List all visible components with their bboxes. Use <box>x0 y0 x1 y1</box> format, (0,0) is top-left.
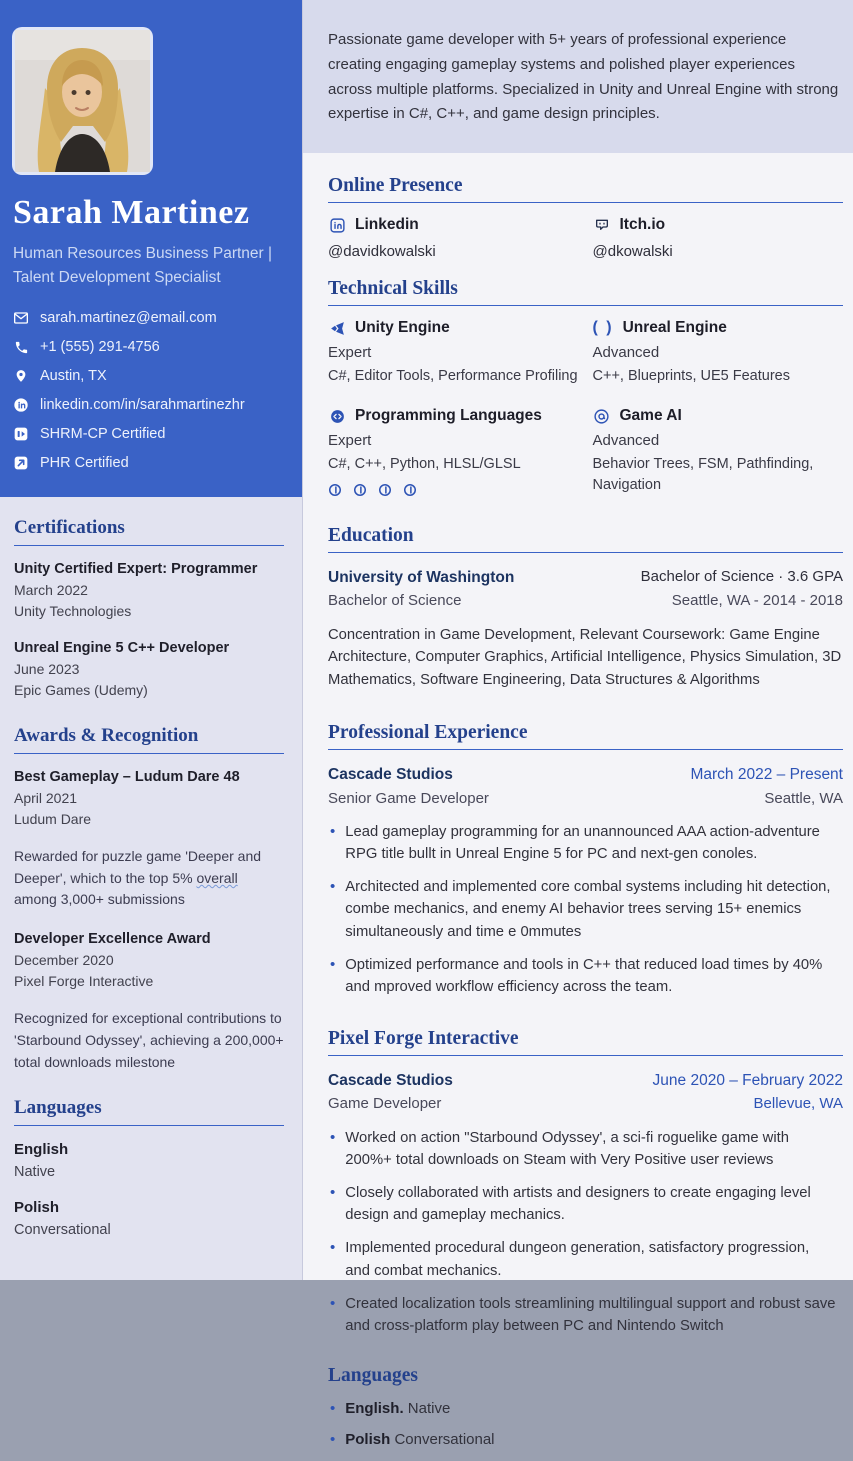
experience-dates: March 2022 – Present <box>690 766 843 784</box>
skill-item <box>593 407 844 497</box>
award-title: Developer Excellence Award <box>14 931 211 948</box>
summary-block: Passionate game developer with 5+ years of professional experience creating engaging gameplay systems and polished player experiences across multiple platforms. Specialized in Unity and Unreal Engine with strong expertise in C#, C++, and game design principles. <box>303 0 853 153</box>
experience-bullet <box>328 821 843 865</box>
experience-role: Senior Game Developer <box>328 789 489 807</box>
skill-level: Expert <box>328 432 372 450</box>
awards-heading: Awards & Recognition <box>14 725 284 754</box>
skill-name-row <box>328 407 579 425</box>
skill-details: Behavior Trees, FSM, Pathfinding, Navigation <box>592 456 814 494</box>
language-chip-icon <box>403 483 417 497</box>
online-presence-handle: @dkowalski <box>592 243 673 260</box>
award-issuer: Ludum Dare <box>14 811 92 828</box>
skill-name-row <box>328 319 579 337</box>
education-school: University of Washington <box>328 569 515 587</box>
person-title: Human Resources Business Partner | Talent Development Specialist <box>13 245 273 287</box>
award-date: December 2020 <box>14 952 114 969</box>
experience-bullet-text: Lead gameplay programming for an unannounced AAA action-adventure RPG title bullt in Unreal Engine 5 for PC and next-gen conoles. <box>345 823 820 862</box>
skill-name-row <box>593 407 844 425</box>
skill-name: Programming Languages <box>355 407 542 425</box>
awards-section <box>14 725 284 1073</box>
award-description-text: Rewarded for puzzle game 'Deeper and Deeper', which to the top 5% <box>14 848 262 886</box>
experience-location: Seattle, WA <box>764 789 843 807</box>
profile-photo-illustration <box>15 30 150 172</box>
education-location-dates: Seattle, WA - 2014 - 2018 <box>671 591 843 609</box>
language-chip-row <box>328 483 579 497</box>
language-bullet-text <box>345 1398 450 1421</box>
experience-bullet <box>328 1127 843 1171</box>
language-bullet-text <box>345 1429 494 1452</box>
person-name: Sarah Martinez <box>13 194 250 231</box>
education-left <box>328 566 514 613</box>
sidebar <box>0 0 303 1280</box>
experience-section-2 <box>328 1028 843 1337</box>
contact-phr-text: PHR Certified <box>40 455 129 472</box>
certification-issuer: Unity Technologies <box>14 603 132 620</box>
language-level: Native <box>14 1163 56 1180</box>
experience-bullet-text: Optimized performance and tools in C++ that reduced load times by 40% and mproved workflow efficiency across the team. <box>345 956 823 995</box>
main-languages-list <box>328 1398 843 1451</box>
linkedin-icon <box>328 216 346 234</box>
skill-name: Game AI <box>619 407 682 425</box>
certification-title: Unity Certified Expert: Programmer <box>14 561 258 578</box>
online-presence-name: Linkedin <box>355 216 419 233</box>
online-presence-item <box>593 216 844 260</box>
award-description <box>14 846 284 911</box>
contact-list <box>13 310 286 471</box>
award-issuer: Pixel Forge Interactive <box>14 973 154 990</box>
contact-linkedin <box>13 397 286 413</box>
unity-icon <box>328 319 346 337</box>
online-presence-name-row <box>328 216 579 234</box>
contact-linkedin-text: linkedin.com/in/sarahmartinezhr <box>40 397 245 414</box>
education-right <box>641 566 843 612</box>
main-content <box>303 153 853 1461</box>
certification-date: March 2022 <box>14 582 88 599</box>
experience-company: Cascade Studios <box>328 766 453 784</box>
online-presence-handle: @davidkowalski <box>328 243 436 260</box>
language-name: English <box>14 1141 69 1159</box>
sidebar-languages-section <box>14 1097 284 1242</box>
experience-entry-head <box>328 1069 843 1116</box>
experience-bullets <box>328 821 843 998</box>
language-item <box>14 1139 284 1183</box>
contact-email-text: sarah.martinez@email.com <box>40 310 217 327</box>
language-item <box>14 1197 284 1241</box>
phr-badge-icon <box>13 455 29 471</box>
experience-bullet <box>328 1237 843 1281</box>
experience-bullet <box>328 954 843 998</box>
experience-dates: June 2020 – February 2022 <box>652 1072 843 1090</box>
online-presence-item <box>328 216 579 260</box>
language-chip-icon <box>353 483 367 497</box>
online-presence-grid <box>328 216 843 260</box>
contact-email <box>13 310 286 326</box>
skill-details: C++, Blueprints, UE5 Features <box>592 368 790 384</box>
language-separator: . <box>399 1400 404 1418</box>
language-level: Conversational <box>394 1430 495 1448</box>
certification-title: Unreal Engine 5 C++ Developer <box>14 640 230 657</box>
experience-bullets <box>328 1127 843 1338</box>
experience-company: Cascade Studios <box>328 1072 453 1090</box>
education-heading: Education <box>328 525 843 553</box>
contact-phr <box>13 455 286 471</box>
bullet-dot-icon: • <box>330 1128 336 1146</box>
certification-item <box>14 638 284 701</box>
experience-role: Game Developer <box>328 1095 442 1113</box>
online-presence-section <box>328 175 843 260</box>
skill-level: Expert <box>328 344 372 361</box>
skill-name: Unity Engine <box>355 319 450 336</box>
language-level: Conversational <box>14 1221 111 1238</box>
game-ai-icon <box>593 407 611 425</box>
contact-shrm <box>13 426 286 442</box>
code-globe-icon <box>328 407 346 425</box>
skill-level: Advanced <box>592 344 660 361</box>
main-languages-heading: Languages <box>328 1365 418 1387</box>
online-presence-name-row <box>593 216 844 234</box>
education-degree-gpa: Bachelor of Science · 3.6 GPA <box>640 568 843 586</box>
contact-location-text: Austin, TX <box>40 368 107 385</box>
skill-item <box>328 407 579 497</box>
online-presence-name: Itch.io <box>619 216 666 233</box>
skill-level: Advanced <box>592 432 660 450</box>
experience-bullet <box>328 1182 843 1226</box>
online-presence-heading: Online Presence <box>328 175 843 203</box>
award-title: Best Gameplay – Ludum Dare 48 <box>14 769 240 786</box>
bullet-dot-icon: • <box>330 1430 336 1448</box>
contact-shrm-text: SHRM-CP Certified <box>40 426 166 443</box>
experience-bullet-text: Implemented procedural dungeon generation, satisfactory progression, and combat mechanics. <box>345 1240 810 1279</box>
bullet-dot-icon: • <box>330 822 336 840</box>
technical-skills-section <box>328 278 843 497</box>
experience-heading: Pixel Forge Interactive <box>328 1028 843 1056</box>
experience-location: Bellevue, WA <box>753 1095 843 1113</box>
experience-right <box>653 1069 843 1116</box>
bullet-dot-icon: • <box>330 878 336 896</box>
technical-skills-heading: Technical Skills <box>328 278 843 306</box>
certifications-heading: Certifications <box>14 517 284 546</box>
experience-bullet <box>328 876 843 943</box>
language-chip-icon <box>328 483 342 497</box>
bullet-dot-icon: • <box>330 1183 336 1201</box>
sidebar-sections <box>0 497 302 1286</box>
education-entry-head <box>328 566 843 613</box>
language-name: Polish <box>345 1430 391 1448</box>
shrm-badge-icon <box>13 426 29 442</box>
certification-issuer: Epic Games (Udemy) <box>14 682 148 699</box>
contact-phone <box>13 339 286 355</box>
education-degree: Bachelor of Science <box>328 592 462 610</box>
linkedin-circle-icon <box>13 397 29 413</box>
bullet-dot-icon: • <box>330 955 336 973</box>
sidebar-header <box>0 0 302 497</box>
profile-photo <box>15 30 150 172</box>
experience-bullet <box>328 1293 843 1337</box>
experience-left <box>328 1069 453 1116</box>
experience-bullet-text: Worked on action "Starbound Odyssey', a sci-fi roguelike game with 200%+ total downloads on Steam with Very Positive user reviews <box>345 1129 789 1168</box>
award-item <box>14 767 284 830</box>
experience-entry-head <box>328 763 843 810</box>
language-name: English <box>345 1400 400 1418</box>
main-column <box>303 0 853 1448</box>
unreal-parentheses-icon: ( ) <box>592 319 614 336</box>
experience-bullet-text: Closely collaborated with artists and designers to create engaging level design and gameplay mechanics. <box>345 1184 811 1224</box>
contact-phone-text: +1 (555) 291-4756 <box>40 339 160 356</box>
skill-item <box>593 319 844 387</box>
language-level: Native <box>407 1400 451 1418</box>
language-chip-icon <box>378 483 392 497</box>
award-description-text: among 3,000+ submissions <box>14 891 185 908</box>
language-bullet <box>328 1398 843 1421</box>
language-bullet <box>328 1429 843 1452</box>
experience-heading: Professional Experience <box>328 722 843 750</box>
skill-name: Unreal Engine <box>622 319 727 336</box>
certification-item <box>14 559 284 622</box>
experience-bullet-text: Created localization tools streamlining multilingual support and robust save and cross-platform play between PC and Nintendo Switch <box>345 1295 836 1334</box>
language-name: Polish <box>14 1199 60 1217</box>
sidebar-languages-heading: Languages <box>14 1097 284 1126</box>
award-item <box>14 929 284 992</box>
skill-item <box>328 319 579 387</box>
skill-details: C#, C++, Python, HLSL/GLSL <box>328 456 521 473</box>
experience-bullet-text: Architected and implemented core combal systems including hit detection, combe mechanics, and enemy AI behavior trees serving 15+ enemics simultaneously and time e 0mmutes <box>345 879 831 940</box>
award-description-marked-word: overall <box>196 869 238 886</box>
award-description: Recognized for exceptional contributions to 'Starbound Odyssey', achieving a 200,000+ total downloads milestone <box>14 1010 284 1070</box>
technical-skills-grid <box>328 319 843 497</box>
skill-name-row <box>593 319 844 337</box>
location-pin-icon <box>13 368 29 384</box>
experience-right <box>690 763 843 810</box>
bullet-dot-icon: • <box>330 1239 336 1257</box>
skill-details: C#, Editor Tools, Performance Profiling <box>328 368 578 384</box>
email-icon <box>13 310 29 326</box>
bullet-dot-icon: • <box>330 1294 336 1312</box>
experience-section-1 <box>328 722 843 998</box>
contact-location <box>13 368 286 384</box>
itchio-icon <box>593 216 611 234</box>
experience-left <box>328 763 489 810</box>
education-coursework: Concentration in Game Development, Relevant Coursework: Game Engine Architecture, Computer Graphics, Artificial Intelligence, Physics Simulation, 3D Mathematics, Software Engineering, Data Structures & Algorithms <box>328 626 842 689</box>
bullet-dot-icon: • <box>330 1400 336 1418</box>
award-date: April 2021 <box>14 790 78 807</box>
certifications-section <box>14 517 284 701</box>
main-languages-section <box>328 1365 843 1451</box>
certification-date: June 2023 <box>14 661 80 678</box>
phone-icon <box>13 339 29 355</box>
education-section <box>328 525 843 692</box>
